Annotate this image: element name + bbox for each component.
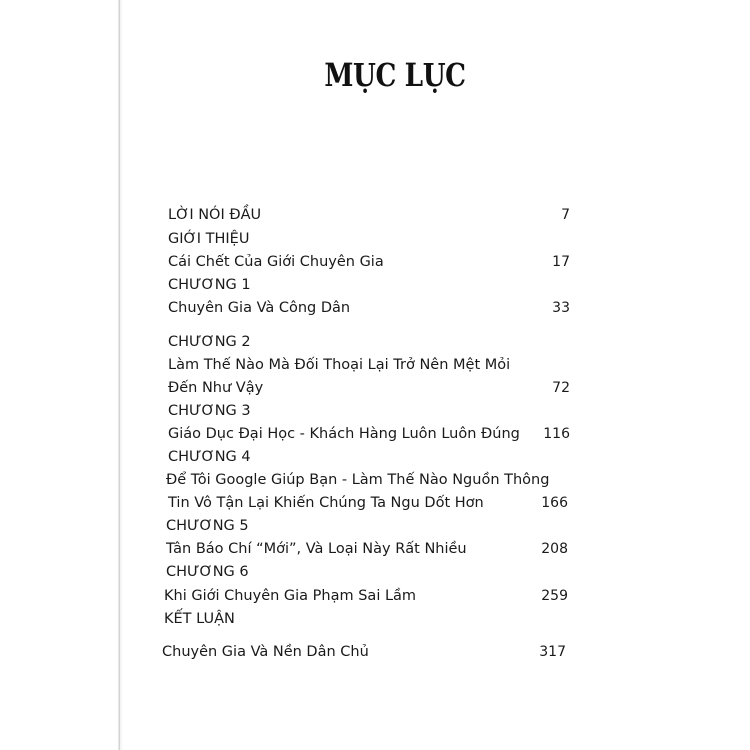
toc-entry-chapter-5: CHƯƠNG 5 — [166, 518, 249, 534]
toc-entry-ket-luan: KẾT LUẬN — [164, 611, 235, 627]
toc-entry-title-continued: Đến Như Vậy — [168, 380, 264, 396]
toc-entry-chapter-2: CHƯƠNG 2 — [168, 334, 251, 350]
toc-entry-title: Tân Báo Chí “Mới”, Và Loại Này Rất Nhiều — [166, 541, 467, 557]
toc-entry-chapter-3: CHƯƠNG 3 — [168, 403, 251, 419]
page-title: MỤC LỤC — [324, 56, 466, 94]
toc-page-number: 72 — [552, 380, 570, 396]
page-edge-line — [119, 0, 120, 750]
toc-entry-title: Khi Giới Chuyên Gia Phạm Sai Lầm — [164, 588, 417, 604]
toc-entry-title-continued: Tin Vô Tận Lại Khiến Chúng Ta Ngu Dốt Hơn — [168, 495, 484, 511]
toc-page-number: 7 — [561, 207, 570, 223]
toc-entry-loi-noi-dau: LỜI NÓI ĐẦU — [168, 207, 262, 223]
toc-entry-chapter-6: CHƯƠNG 6 — [166, 564, 249, 580]
toc-entry-title: Giáo Dục Đại Học - Khách Hàng Luôn Luôn Đúng — [168, 426, 520, 442]
toc-entry-title: Để Tôi Google Giúp Bạn - Làm Thế Nào Nguồn Thông — [166, 472, 550, 488]
toc-entry-title: Chuyên Gia Và Nền Dân Chủ — [162, 644, 369, 660]
toc-entry-chapter-4: CHƯƠNG 4 — [168, 449, 251, 465]
toc-page-number: 259 — [541, 588, 568, 604]
toc-entry-chapter-1: CHƯƠNG 1 — [168, 277, 251, 293]
toc-entry-title: Cái Chết Của Giới Chuyên Gia — [168, 254, 384, 270]
toc-entry-title: Chuyên Gia Và Công Dân — [168, 300, 351, 316]
toc-entry-gioi-thieu: GIỚI THIỆU — [168, 231, 250, 247]
toc-page-number: 166 — [541, 495, 568, 511]
toc-page-number: 208 — [541, 541, 568, 557]
toc-page-number: 33 — [552, 300, 570, 316]
toc-page-number: 17 — [552, 254, 570, 270]
toc-entry-title: Làm Thế Nào Mà Đối Thoại Lại Trở Nên Mệt Mỏi — [168, 357, 511, 373]
toc-page-number: 116 — [543, 426, 570, 442]
toc-page-number: 317 — [539, 644, 566, 660]
